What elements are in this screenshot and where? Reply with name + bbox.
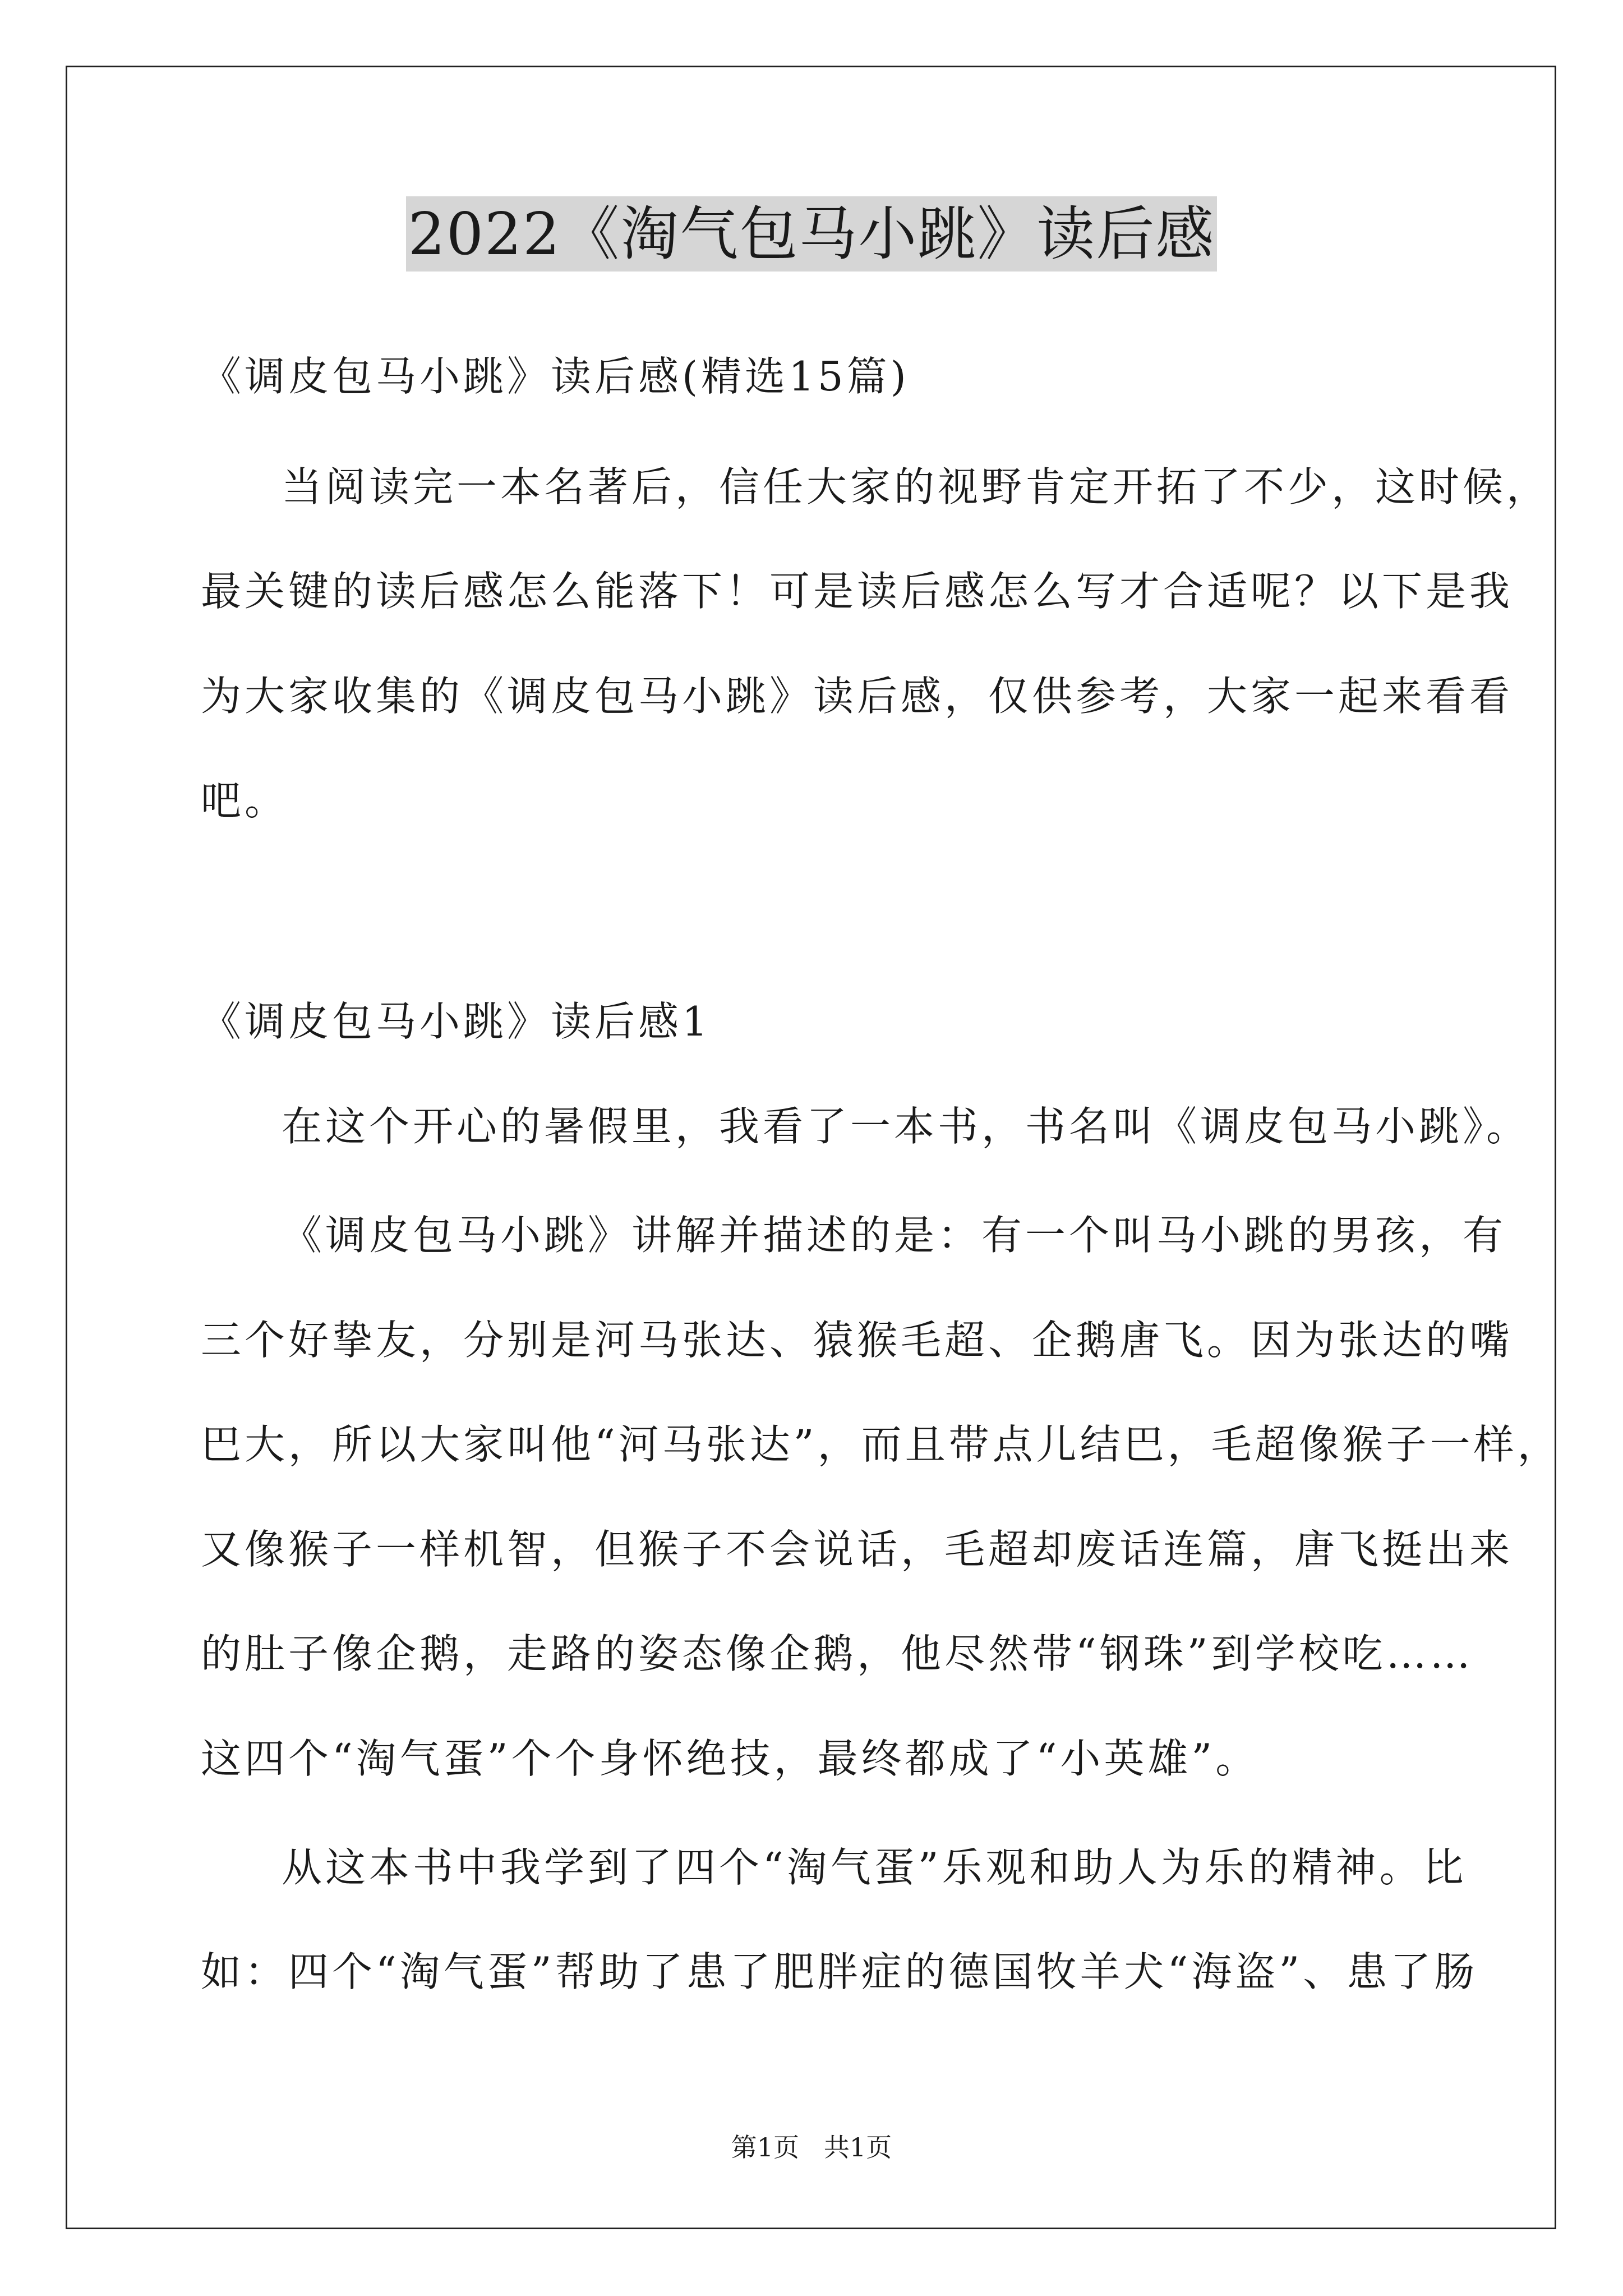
document-title: 2022《淘气包马小跳》读后感 bbox=[406, 196, 1218, 272]
paragraph-2-line-2: 三个好挚友，分别是河马张达、猿猴毛超、企鹅唐飞。因为张达的嘴 bbox=[201, 1317, 1514, 1364]
intro-line-4: 吧。 bbox=[201, 777, 289, 824]
intro-line-1: 当阅读完一本名著后，信任大家的视野肯定开拓了不少，这时候， bbox=[282, 463, 1551, 510]
paragraph-2-line-4: 又像猴子一样机智，但猴子不会说话，毛超却废话连篇，唐飞挺出来 bbox=[201, 1526, 1514, 1573]
document-subtitle: 《调皮包马小跳》读后感(精选15篇) bbox=[201, 353, 910, 400]
paragraph-2-line-1: 《调皮包马小跳》讲解并描述的是：有一个叫马小跳的男孩，有 bbox=[282, 1212, 1507, 1259]
paragraph-2-line-6: 这四个“淘气蛋”个个身怀绝技，最终都成了“小英雄”。 bbox=[201, 1735, 1260, 1782]
intro-line-3: 为大家收集的《调皮包马小跳》读后感，仅供参考，大家一起来看看 bbox=[201, 673, 1514, 720]
paragraph-2-line-3: 巴大，所以大家叫他“河马张达”，而且带点儿结巴，毛超像猴子一样， bbox=[201, 1421, 1561, 1468]
paragraph-2-line-5: 的肚子像企鹅，走路的姿态像企鹅，他尽然带“钢珠”到学校吃…… bbox=[201, 1630, 1474, 1677]
title-container bbox=[0, 196, 1623, 272]
paragraph-3-line-2: 如：四个“淘气蛋”帮助了患了肥胖症的德国牧羊犬“海盗”、患了肠 bbox=[201, 1948, 1478, 1995]
section-heading: 《调皮包马小跳》读后感1 bbox=[201, 998, 711, 1045]
intro-line-2: 最关键的读后感怎么能落下！可是读后感怎么写才合适呢？以下是我 bbox=[201, 568, 1514, 615]
paragraph-1: 在这个开心的暑假里，我看了一本书，书名叫《调皮包马小跳》。 bbox=[282, 1103, 1530, 1150]
paragraph-3-line-1: 从这本书中我学到了四个“淘气蛋”乐观和助人为乐的精神。比 bbox=[282, 1844, 1467, 1891]
page-footer: 第1页 共1页 bbox=[731, 2132, 892, 2162]
